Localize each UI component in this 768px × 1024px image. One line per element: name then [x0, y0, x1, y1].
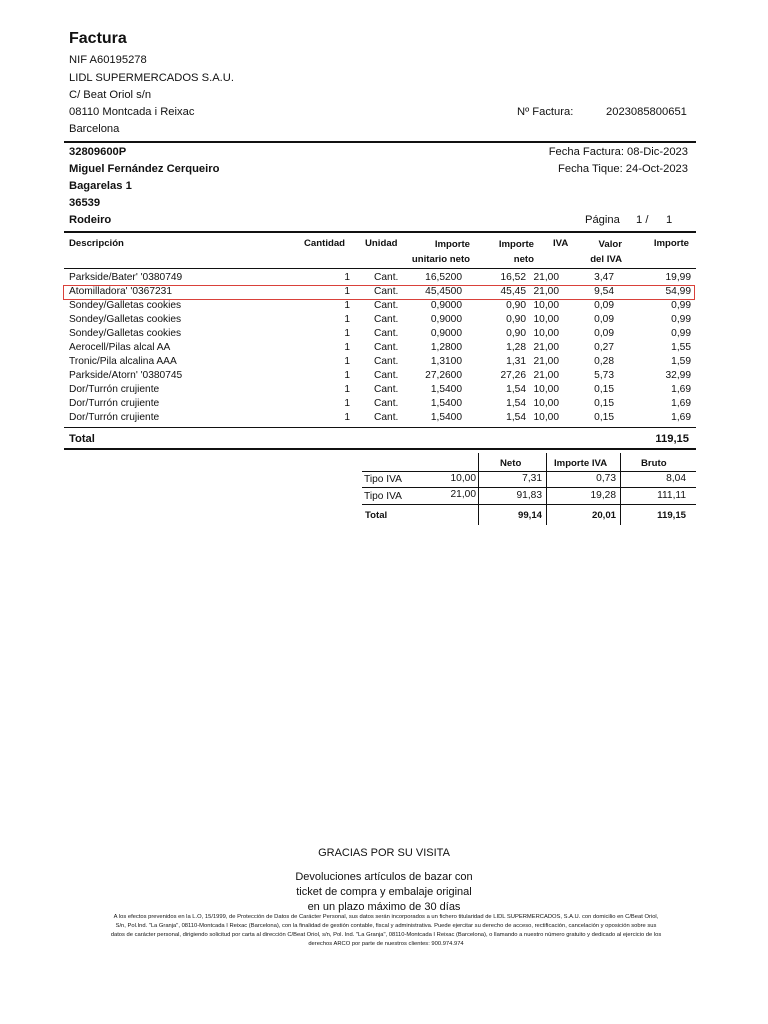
item-unit: Cant.: [374, 272, 399, 283]
item-vat-rate: 10,00: [533, 412, 559, 423]
table-row: [64, 313, 696, 327]
returns-line-3: en un plazo máximo de 30 días: [307, 901, 461, 913]
invoice-number-label: Nº Factura:: [517, 106, 574, 118]
item-description: Sondey/Galletas cookies: [69, 300, 182, 311]
col-header-cantidad: Cantidad: [304, 238, 346, 249]
summary-row2-bruto: 111,11: [657, 490, 686, 501]
item-quantity: 1: [344, 300, 350, 311]
summary-total-neto: 99,14: [517, 510, 542, 521]
item-quantity: 1: [344, 356, 350, 367]
item-unit: Cant.: [374, 314, 399, 325]
nif: NIF A60195278: [69, 54, 147, 66]
divider-top: [64, 141, 696, 143]
table-row: [64, 355, 696, 369]
col-header-iva: IVA: [553, 238, 569, 249]
table-row: [64, 369, 696, 383]
item-vat-rate: 21,00: [533, 286, 559, 297]
item-unit: Cant.: [374, 286, 399, 297]
customer-id: 32809600P: [69, 146, 127, 158]
customer-name: Miguel Fernández Cerqueiro: [69, 163, 220, 175]
item-unit: Cant.: [374, 356, 399, 367]
summary-divider-1: [362, 471, 696, 472]
col-header-neto-line1: Importe: [498, 239, 534, 250]
item-vat-value: 0,09: [594, 314, 614, 325]
item-quantity: 1: [344, 384, 350, 395]
thanks-message: GRACIAS POR SU VISITA: [318, 847, 450, 859]
item-amount: 1,59: [671, 356, 691, 367]
item-net: 27,26: [500, 370, 526, 381]
item-vat-rate: 21,00: [533, 370, 559, 381]
item-description: Sondey/Galletas cookies: [69, 328, 182, 339]
item-quantity: 1: [344, 370, 350, 381]
col-header-neto: [499, 237, 534, 267]
item-amount: 32,99: [665, 370, 691, 381]
table-row: [64, 411, 696, 425]
item-amount: 1,69: [671, 398, 691, 409]
item-amount: 0,99: [671, 314, 691, 325]
summary-divider-2: [362, 487, 696, 488]
item-description: Parkside/Bater' '0380749: [69, 272, 183, 283]
summary-row2-iva: 19,28: [590, 490, 616, 501]
item-unit-price: 1,5400: [430, 398, 462, 409]
summary-divider-3: [362, 504, 696, 505]
customer-street: Bagarelas 1: [69, 180, 132, 192]
table-row: [64, 299, 696, 313]
item-description: Sondey/Galletas cookies: [69, 314, 182, 325]
item-unit-price: 1,5400: [430, 412, 462, 423]
item-vat-value: 5,73: [594, 370, 614, 381]
table-row: [64, 327, 696, 341]
returns-line-2: ticket de compra y embalaje original: [296, 886, 472, 898]
legal-line-4: derechos ARCO por parte de nuestros clientes: 900.974.974: [308, 941, 464, 947]
item-vat-rate: 10,00: [533, 300, 559, 311]
item-vat-rate: 21,00: [533, 356, 559, 367]
summary-header-neto: Neto: [500, 458, 522, 469]
item-quantity: 1: [344, 398, 350, 409]
item-net: 1,54: [506, 384, 526, 395]
item-quantity: 1: [344, 272, 350, 283]
customer-town: Rodeiro: [69, 214, 112, 226]
item-description: Dor/Turrón crujiente: [69, 384, 160, 395]
item-description: Tronic/Pila alcalina AAA: [69, 356, 177, 367]
summary-row1-neto: 7,31: [522, 473, 542, 484]
page-label: Página: [585, 214, 620, 226]
summary-header-iva: Importe IVA: [554, 458, 608, 469]
item-description: Parkside/Atorn' '0380745: [69, 370, 183, 381]
summary-total-iva: 20,01: [591, 510, 616, 521]
item-vat-value: 0,09: [594, 328, 614, 339]
col-header-importe: Importe: [653, 238, 689, 249]
item-vat-rate: 10,00: [533, 328, 559, 339]
company-city: Barcelona: [69, 123, 120, 135]
item-unit: Cant.: [374, 370, 399, 381]
item-description: Dor/Turrón crujiente: [69, 412, 160, 423]
divider-header: [64, 268, 696, 269]
divider-bottom: [64, 448, 696, 450]
summary-row2-label: Tipo IVA: [364, 491, 402, 502]
item-description: Atomilladora' '0367231: [69, 286, 173, 297]
item-amount: 54,99: [665, 286, 691, 297]
item-amount: 0,99: [671, 300, 691, 311]
item-net: 1,31: [506, 356, 526, 367]
col-header-unitario-line1: Importe: [434, 239, 470, 250]
item-quantity: 1: [344, 412, 350, 423]
item-net: 45,45: [500, 286, 526, 297]
col-header-valor-line2: del IVA: [590, 254, 622, 265]
divider-total: [64, 427, 696, 428]
item-amount: 1,69: [671, 384, 691, 395]
item-unit: Cant.: [374, 398, 399, 409]
summary-vline-1: [478, 453, 479, 525]
summary-row1-bruto: 8,04: [666, 473, 686, 484]
item-description: Aerocell/Pilas alcal AA: [69, 342, 171, 353]
summary-row1-rate: 10,00: [450, 473, 476, 484]
item-unit: Cant.: [374, 342, 399, 353]
item-unit-price: 1,2800: [430, 342, 462, 353]
item-unit-price: 16,5200: [425, 272, 462, 283]
invoice-number: 2023085800651: [606, 106, 687, 118]
item-vat-rate: 10,00: [533, 314, 559, 325]
item-vat-rate: 21,00: [533, 342, 559, 353]
item-unit: Cant.: [374, 384, 399, 395]
item-unit-price: 0,9000: [430, 300, 462, 311]
summary-header-bruto: Bruto: [641, 458, 667, 469]
company-name: LIDL SUPERMERCADOS S.A.U.: [69, 72, 234, 84]
page-total: 1: [666, 214, 673, 226]
item-net: 0,90: [506, 328, 526, 339]
item-net: 1,54: [506, 398, 526, 409]
item-vat-rate: 10,00: [533, 384, 559, 395]
col-header-unitario-line2: unitario neto: [411, 254, 470, 265]
item-quantity: 1: [344, 286, 350, 297]
col-header-valor-line1: Valor: [598, 239, 622, 250]
ticket-date: Fecha Tique: 24-Oct-2023: [558, 163, 688, 175]
item-amount: 0,99: [671, 328, 691, 339]
item-vat-value: 0,15: [594, 398, 614, 409]
table-row: [64, 383, 696, 397]
divider-table-top: [64, 231, 696, 233]
summary-total-bruto: 119,15: [657, 510, 686, 521]
item-vat-value: 0,09: [594, 300, 614, 311]
summary-total-label: Total: [365, 510, 388, 521]
item-net: 1,28: [506, 342, 526, 353]
item-unit: Cant.: [374, 300, 399, 311]
item-description: Dor/Turrón crujiente: [69, 398, 160, 409]
legal-line-1: A los efectos prevenidos en la L.O, 15/1999, de Protección de Datos de Carácter Personal, sus datos serán incorporados a un fichero titularidad de LIDL SUPERMERCADOS, S.A.U. con domicilio en C/Beat Oriol,: [113, 914, 659, 920]
total-label: Total: [69, 433, 95, 445]
item-net: 1,54: [506, 412, 526, 423]
item-amount: 19,99: [665, 272, 691, 283]
item-unit-price: 1,3100: [430, 356, 462, 367]
returns-line-1: Devoluciones artículos de bazar con: [295, 871, 473, 883]
item-quantity: 1: [344, 342, 350, 353]
item-quantity: 1: [344, 328, 350, 339]
item-unit-price: 0,9000: [430, 328, 462, 339]
col-header-descripcion: Descripción: [69, 238, 124, 249]
legal-line-2: S/n, Pol.Ind. "La Granja", 08110-Montcada I Reixac (Barcelona), con la finalidad de gestión contable, fiscal y administrativa. Puede ejercitar su derecho de acceso, rectificación, cancelación y oposición sobre sus: [115, 923, 657, 929]
company-postcode: 08110 Montcada i Reixac: [69, 106, 195, 118]
item-vat-value: 3,47: [594, 272, 614, 283]
summary-vline-3: [620, 453, 621, 525]
col-header-unidad: Unidad: [365, 238, 398, 249]
item-vat-value: 0,15: [594, 384, 614, 395]
item-amount: 1,55: [671, 342, 691, 353]
col-header-unitario: [412, 237, 470, 267]
item-vat-rate: 21,00: [533, 272, 559, 283]
item-unit-price: 0,9000: [430, 314, 462, 325]
item-vat-rate: 10,00: [533, 398, 559, 409]
summary-row2-rate: 21,00: [450, 489, 476, 500]
summary-row2-neto: 91,83: [516, 490, 542, 501]
summary-vline-2: [546, 453, 547, 525]
item-unit-price: 27,2600: [425, 370, 462, 381]
item-amount: 1,69: [671, 412, 691, 423]
item-net: 0,90: [506, 314, 526, 325]
item-unit-price: 45,4500: [425, 286, 462, 297]
summary-row1-iva: 0,73: [596, 473, 616, 484]
company-address: C/ Beat Oriol s/n: [69, 89, 152, 101]
table-row: [64, 271, 696, 285]
table-row: [64, 397, 696, 411]
summary-row1-label: Tipo IVA: [364, 474, 402, 485]
col-header-neto-line2: neto: [513, 254, 534, 265]
total-value: 119,15: [655, 433, 689, 445]
page-current: 1 /: [636, 214, 649, 226]
item-unit: Cant.: [374, 328, 399, 339]
customer-postcode: 36539: [69, 197, 101, 209]
item-vat-value: 0,28: [594, 356, 614, 367]
item-vat-value: 0,27: [594, 342, 614, 353]
item-quantity: 1: [344, 314, 350, 325]
legal-line-3: datos de carácter personal, dirigiendo solicitud por carta al dirección C/Beat Oriol, s/n, Pol. Ind. "La Granja", 08110-Montcada I Reixac (Barcelona), o llamando a nuestro número gratuito y dedicado al ejercicio de los: [110, 932, 662, 938]
item-unit-price: 1,5400: [430, 384, 462, 395]
table-row: [64, 341, 696, 355]
item-vat-value: 0,15: [594, 412, 614, 423]
item-unit: Cant.: [374, 412, 399, 423]
invoice-date: Fecha Factura: 08-Dic-2023: [548, 146, 688, 158]
item-net: 16,52: [500, 272, 526, 283]
item-net: 0,90: [506, 300, 526, 311]
highlight-box: [63, 285, 695, 300]
item-vat-value: 9,54: [594, 286, 614, 297]
document-title: Factura: [69, 30, 127, 47]
col-header-valor-iva: [590, 237, 622, 267]
